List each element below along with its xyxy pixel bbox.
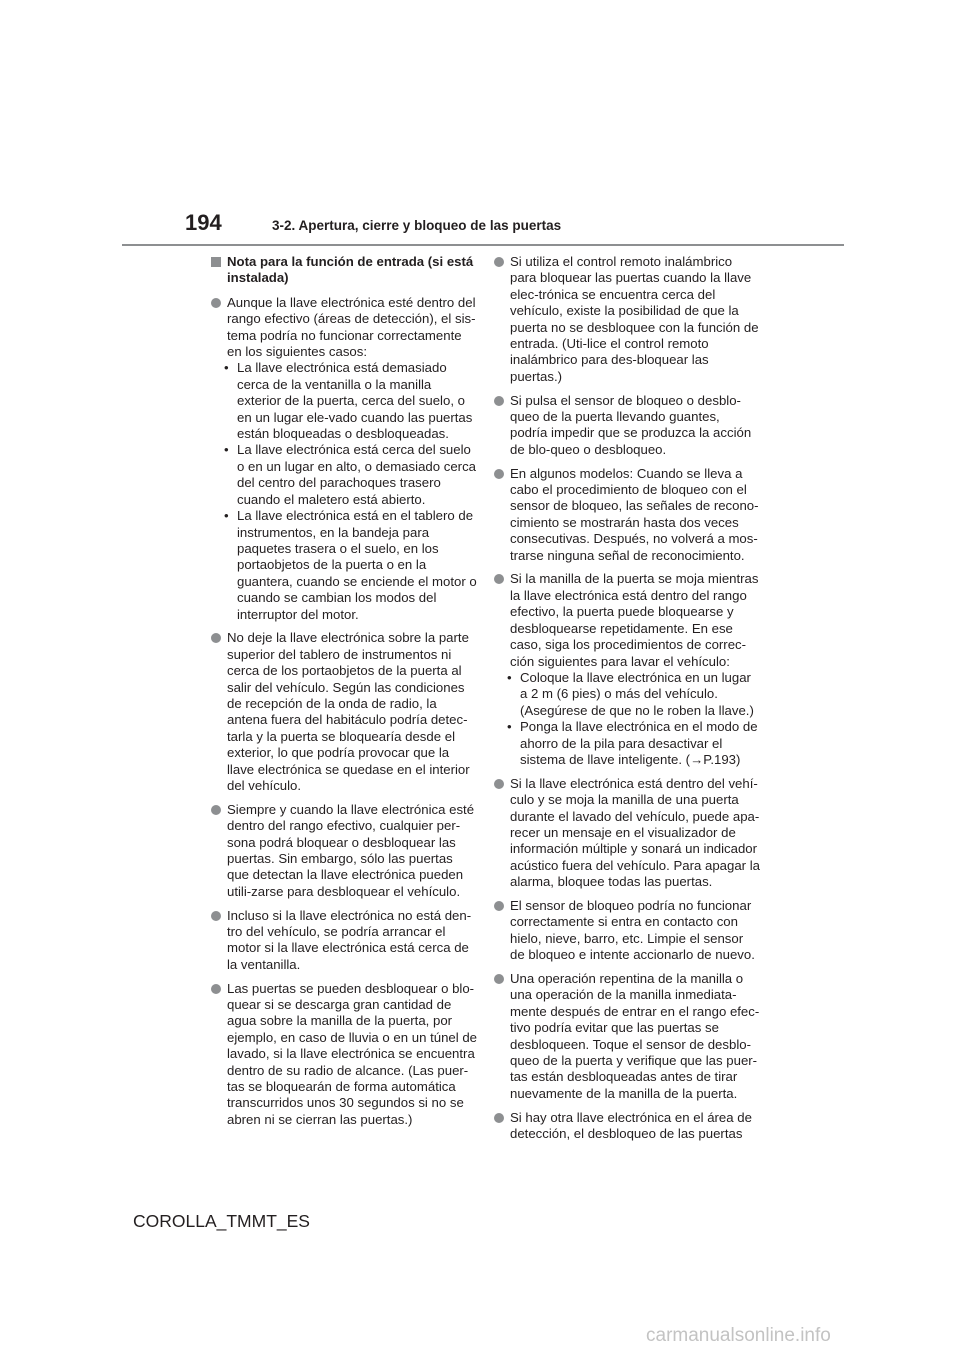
header-divider [122,244,844,246]
item-text: El sensor de bloqueo podría no funcionar correctamente si entra en contacto con hielo, nieve, barro, etc. Limpie el sensor de bloqueo e intente accionarlo de nuevo. [510,897,755,963]
item-text: Incluso si la llave electrónica no está den-tro del vehículo, se podría arrancar el motor si la llave electrónica está cerca de la ventanilla. [227,907,472,972]
section-title: 3-2. Apertura, cierre y bloqueo de las puertas [272,218,562,233]
item-text: En algunos modelos: Cuando se lleva a cabo el procedimiento de bloqueo con el sensor de bloqueo, las señales de recono-cimiento se mostrarán hasta dos veces consecutivas. Después, no volverá a mos-trarse ninguna señal de reconocimiento. [510,465,759,563]
sub-item-text-end: ) [736,751,741,767]
circle-bullet-icon [494,1113,504,1123]
page-number: 194 [185,210,222,235]
sub-item [507,670,760,719]
circle-bullet-icon [211,633,221,643]
list-item [494,254,760,385]
watermark: carmanualsonline.info [646,1325,831,1346]
sub-bullet-marker: • [224,360,229,376]
sub-item [507,719,760,768]
list-item [211,295,477,623]
circle-bullet-icon [494,974,504,984]
square-bullet-icon [211,257,221,267]
item-text: Si pulsa el sensor de bloqueo o desblo-queo de la puerta llevando guantes, podría impedir que se produzca la acción de blo-queo o desbloqueo. [510,392,752,457]
item-text: Una operación repentina de la manilla o una operación de la manilla inmediata-mente después de entrar en el rango efec-tivo podría evitar que las puertas se desbloqueen. Toque el sensor de desblo-queo de la puerta y verifique que las puer-tas están desbloqueadas antes de tirar nuevamente de la manilla de la puerta. [510,971,760,1101]
item-text: Aunque la llave electrónica esté dentro del rango efectivo (áreas de detección), el sis-tema podría no funcionar correctamente en los siguientes casos: [227,294,476,360]
sub-item-text: La llave electrónica está demasiado cerca de la ventanilla o la manilla exterior de la puerta, cerca del suelo, o en un lugar ele-vado cuando las puertas están bloqueadas o desbloqueadas. [237,360,473,442]
circle-bullet-icon [494,469,504,479]
sub-item-text: Ponga la llave electrónica en el modo de ahorro de la pila para desactivar el sistema de llave inteligente. ( [520,719,758,767]
sub-bullet-marker: • [224,508,229,524]
left-column [211,254,477,1136]
list-item [211,630,477,794]
circle-bullet-icon [494,257,504,267]
circle-bullet-icon [211,911,221,921]
item-text: Siempre y cuando la llave electrónica esté dentro del rango efectivo, cualquier per-sona podrá bloquear o desbloquear las puertas. Sin embargo, sólo las puertas que detectan la llave electrónica pueden utili-zarse para desbloquear el vehículo. [227,801,475,899]
list-item [494,571,760,768]
list-item [494,898,760,964]
list-item [494,971,760,1102]
right-column [494,254,760,1150]
list-item [211,981,477,1129]
circle-bullet-icon [494,901,504,911]
sub-item-text: La llave electrónica está en el tablero de instrumentos, en la bandeja para paquetes trasera o el suelo, en los portaobjetos de la puerta o en la guantera, cuando se enciende el motor o cuando se cambian los modos del interruptor del motor. [237,508,477,622]
item-text: Si la manilla de la puerta se moja mientras la llave electrónica está dentro del rango efectivo, la puerta puede bloquearse y desbloquearse repetidamente. En ese caso, siga los procedimientos de correc-ción siguientes para lavar el vehículo: [510,571,759,669]
list-item [211,908,477,974]
circle-bullet-icon [494,779,504,789]
item-text: Si hay otra llave electrónica en el área de detección, el desbloqueo de las puertas [510,1109,752,1142]
circle-bullet-icon [494,396,504,406]
heading-text: Nota para la función de entrada (si está instalada) [227,254,474,286]
document-code: COROLLA_TMMT_ES [133,1211,310,1231]
page-reference-link[interactable]: →P.193 [690,751,737,767]
circle-bullet-icon [211,298,221,308]
sub-item [224,360,477,442]
list-item [211,802,477,900]
section-heading [211,254,477,287]
sub-item [224,442,477,508]
item-text: Las puertas se pueden desbloquear o blo-quear si se descarga gran cantidad de agua sobre la manilla de la puerta, por ejemplo, en caso de lluvia o en un túnel de lavado, si la llave electrónica se encuentra dentro de su radio de alcance. (Las puer-tas se bloquearán de forma automática transcurridos unos 30 segundos si no se abren ni se cierran las puertas.) [227,980,478,1127]
sub-item-text: Coloque la llave electrónica en un lugar a 2 m (6 pies) o más del vehículo. (Asegúrese de que no le roben la llave.) [520,669,754,718]
item-text: No deje la llave electrónica sobre la parte superior del tablero de instrumentos ni cerca de los portaobjetos de la puerta al salir del vehículo. Según las condiciones de recepción de la onda de radio, la antena fuera del habitáculo podría detec-tarla y la puerta se bloquearía desde el exterior, lo que podría provocar que la llave electrónica se quedase en el interior del vehículo. [227,630,470,793]
sub-bullet-marker: • [507,719,512,735]
list-item [494,776,760,891]
sub-bullet-marker: • [224,442,229,458]
list-item [494,393,760,459]
circle-bullet-icon [211,984,221,994]
sub-item [224,508,477,623]
circle-bullet-icon [494,574,504,584]
sub-item-text: La llave electrónica está cerca del suelo o en un lugar en alto, o demasiado cerca del centro del parachoques trasero cuando el maletero está abierto. [237,442,476,507]
list-item [494,1110,760,1143]
circle-bullet-icon [211,805,221,815]
item-text: Si utiliza el control remoto inalámbrico para bloquear las puertas cuando la llave elec-trónica se encuentra cerca del vehículo, existe la posibilidad de que la puerta no se desbloquee con la función de entrada. (Uti-lice el control remoto inalámbrico para des-bloquear las puertas.) [510,254,759,384]
list-item [494,466,760,564]
sub-bullet-marker: • [507,669,512,685]
item-text: Si la llave electrónica está dentro del vehí-culo y se moja la manilla de una puerta durante el lavado del vehículo, puede apa-recer un mensaje en el visualizador de información múltiple y sonará un indicador acústico fuera del vehículo. Para apagar la alarma, bloquee todas las puertas. [510,775,760,890]
